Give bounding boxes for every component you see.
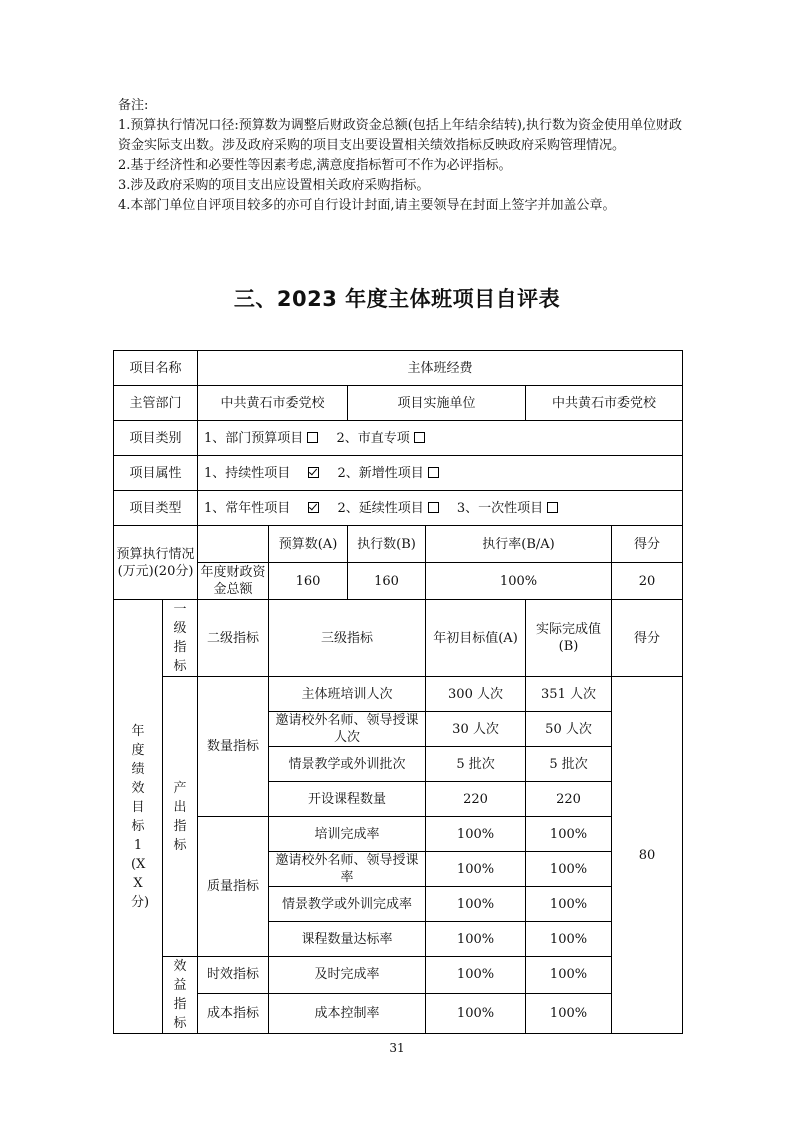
indicator-name: 情景教学或外训批次 [269,747,426,782]
indicator-actual: 351 人次 [526,677,612,712]
checkbox-icon [307,432,318,443]
indicator-name: 培训完成率 [269,817,426,852]
checkbox-icon [428,467,439,478]
category-options [198,421,683,456]
indicator-actual: 50 人次 [526,712,612,747]
dept-label: 主管部门 [114,386,198,421]
indicator-actual: 220 [526,782,612,817]
attr-option-1 [204,465,323,482]
indicator-target: 100% [426,922,526,957]
indicator-target: 5 批次 [426,747,526,782]
row-department [114,386,683,421]
indicator-target: 220 [426,782,526,817]
row-type [114,491,683,526]
row-budget-values [114,563,683,600]
indicator-name: 及时完成率 [269,957,426,994]
attr-label: 项目属性 [114,456,198,491]
type-option-1-label: 1、常年性项目 [204,500,291,516]
indicator-actual: 100% [526,922,612,957]
indicator-target: 30 人次 [426,712,526,747]
budget-b-value: 160 [348,563,426,600]
category-option-1 [204,430,322,447]
budget-row-label: 年度财政资金总额 [198,563,269,600]
note-line-4: 4.本部门单位自评项目较多的亦可自行设计封面,请主要领导在封面上签字并加盖公章。 [118,198,616,213]
type-option-3 [457,500,562,517]
budget-col-score: 得分 [612,526,683,563]
note-line-1: 1.预算执行情况口径:预算数为调整后财政资金总额(包括上年结余结转),执行数为资金使用单位财政资金实际支出数。涉及政府采购的项目支出要设置相关绩效指标反映政府采购管理情况。 [118,118,683,153]
indicator-actual: 100% [526,993,612,1033]
checked-checkbox-icon [308,467,319,478]
perf-label-text: 年度绩效目标1(XX分) [131,723,150,910]
attr-options [198,456,683,491]
timeliness-label: 时效指标 [198,957,269,994]
attr-option-2 [337,465,442,482]
self-evaluation-table [113,350,683,1034]
indicator-name: 开设课程数量 [269,782,426,817]
type-option-3-label: 3、一次性项目 [456,500,544,516]
budget-rate-value: 100% [426,563,612,600]
notes-heading: 备注: [118,98,149,113]
indicator-target: 100% [426,993,526,1033]
indicator-actual: 100% [526,887,612,922]
table-row [114,817,683,852]
cost-label: 成本指标 [198,993,269,1033]
attr-option-2-label: 2、新增性项目 [337,465,424,481]
project-name-label: 项目名称 [114,351,198,386]
indicator-name: 邀请校外名师、领导授课率 [269,852,426,887]
attr-option-1-label: 1、持续性项目 [204,465,291,481]
checkbox-icon [414,432,425,443]
budget-col-b: 执行数(B) [348,526,426,563]
indicator-actual: 100% [526,852,612,887]
checkbox-icon [428,502,439,513]
indicator-target: 100% [426,852,526,887]
category-option-1-label: 1、部门预算项目 [204,430,304,446]
budget-a-value: 160 [269,563,348,600]
row-budget-header [114,526,683,563]
indicator-target: 100% [426,887,526,922]
indicator-target: 100% [426,957,526,994]
note-line-3: 3.涉及政府采购的项目支出应设置相关政府采购指标。 [118,178,430,193]
type-option-2-label: 2、延续性项目 [337,500,424,516]
checked-checkbox-icon [308,502,319,513]
row-project-name [114,351,683,386]
level2-header: 二级指标 [198,600,269,677]
row-perf-header [114,600,683,677]
type-label: 项目类型 [114,491,198,526]
checkbox-icon [547,502,558,513]
indicator-name: 课程数量达标率 [269,922,426,957]
indicator-actual: 100% [526,957,612,994]
dept-value: 中共黄石市委党校 [198,386,348,421]
project-name-value: 主体班经费 [198,351,683,386]
actual-header: 实际完成值(B) [526,600,612,677]
budget-col-rate: 执行率(B/A) [426,526,612,563]
level1-header [163,600,198,677]
quantity-label: 数量指标 [198,677,269,817]
level3-header: 三级指标 [269,600,426,677]
indicator-name: 情景教学或外训完成率 [269,887,426,922]
benefit-label-text: 效益指标 [173,959,187,1031]
category-label: 项目类别 [114,421,198,456]
indicator-name: 成本控制率 [269,993,426,1033]
score-header: 得分 [612,600,683,677]
impl-value: 中共黄石市委党校 [526,386,683,421]
type-option-1 [204,500,323,517]
impl-label: 项目实施单位 [348,386,526,421]
budget-score-value: 20 [612,563,683,600]
category-option-2-label: 2、市直专项 [336,430,410,446]
row-attribute [114,456,683,491]
note-line-2: 2.基于经济性和必要性等因素考虑,满意度指标暂可不作为必评指标。 [118,158,512,173]
row-category [114,421,683,456]
type-options [198,491,683,526]
table-row [114,677,683,712]
notes-section [118,96,688,216]
target-header: 年初目标值(A) [426,600,526,677]
budget-col-a: 预算数(A) [269,526,348,563]
table-row [114,957,683,994]
output-label [163,677,198,957]
page-number: 31 [389,1041,405,1055]
indicator-name: 主体班培训人次 [269,677,426,712]
perf-score: 80 [612,677,683,1034]
type-option-2 [337,500,442,517]
quality-label: 质量指标 [198,817,269,957]
perf-label [114,600,163,1034]
budget-label: 预算执行情况(万元)(20分) [114,526,198,600]
page-title: 三、2023 年度主体班项目自评表 [233,287,561,311]
budget-header-empty [198,526,269,563]
indicator-name: 邀请校外名师、领导授课人次 [269,712,426,747]
category-option-2 [336,430,428,447]
indicator-actual: 100% [526,817,612,852]
output-label-text: 产出指标 [173,780,187,853]
benefit-label [163,957,198,1034]
indicator-target: 300 人次 [426,677,526,712]
table-row [114,993,683,1033]
indicator-target: 100% [426,817,526,852]
indicator-actual: 5 批次 [526,747,612,782]
level1-header-text: 一级指标 [173,602,187,674]
